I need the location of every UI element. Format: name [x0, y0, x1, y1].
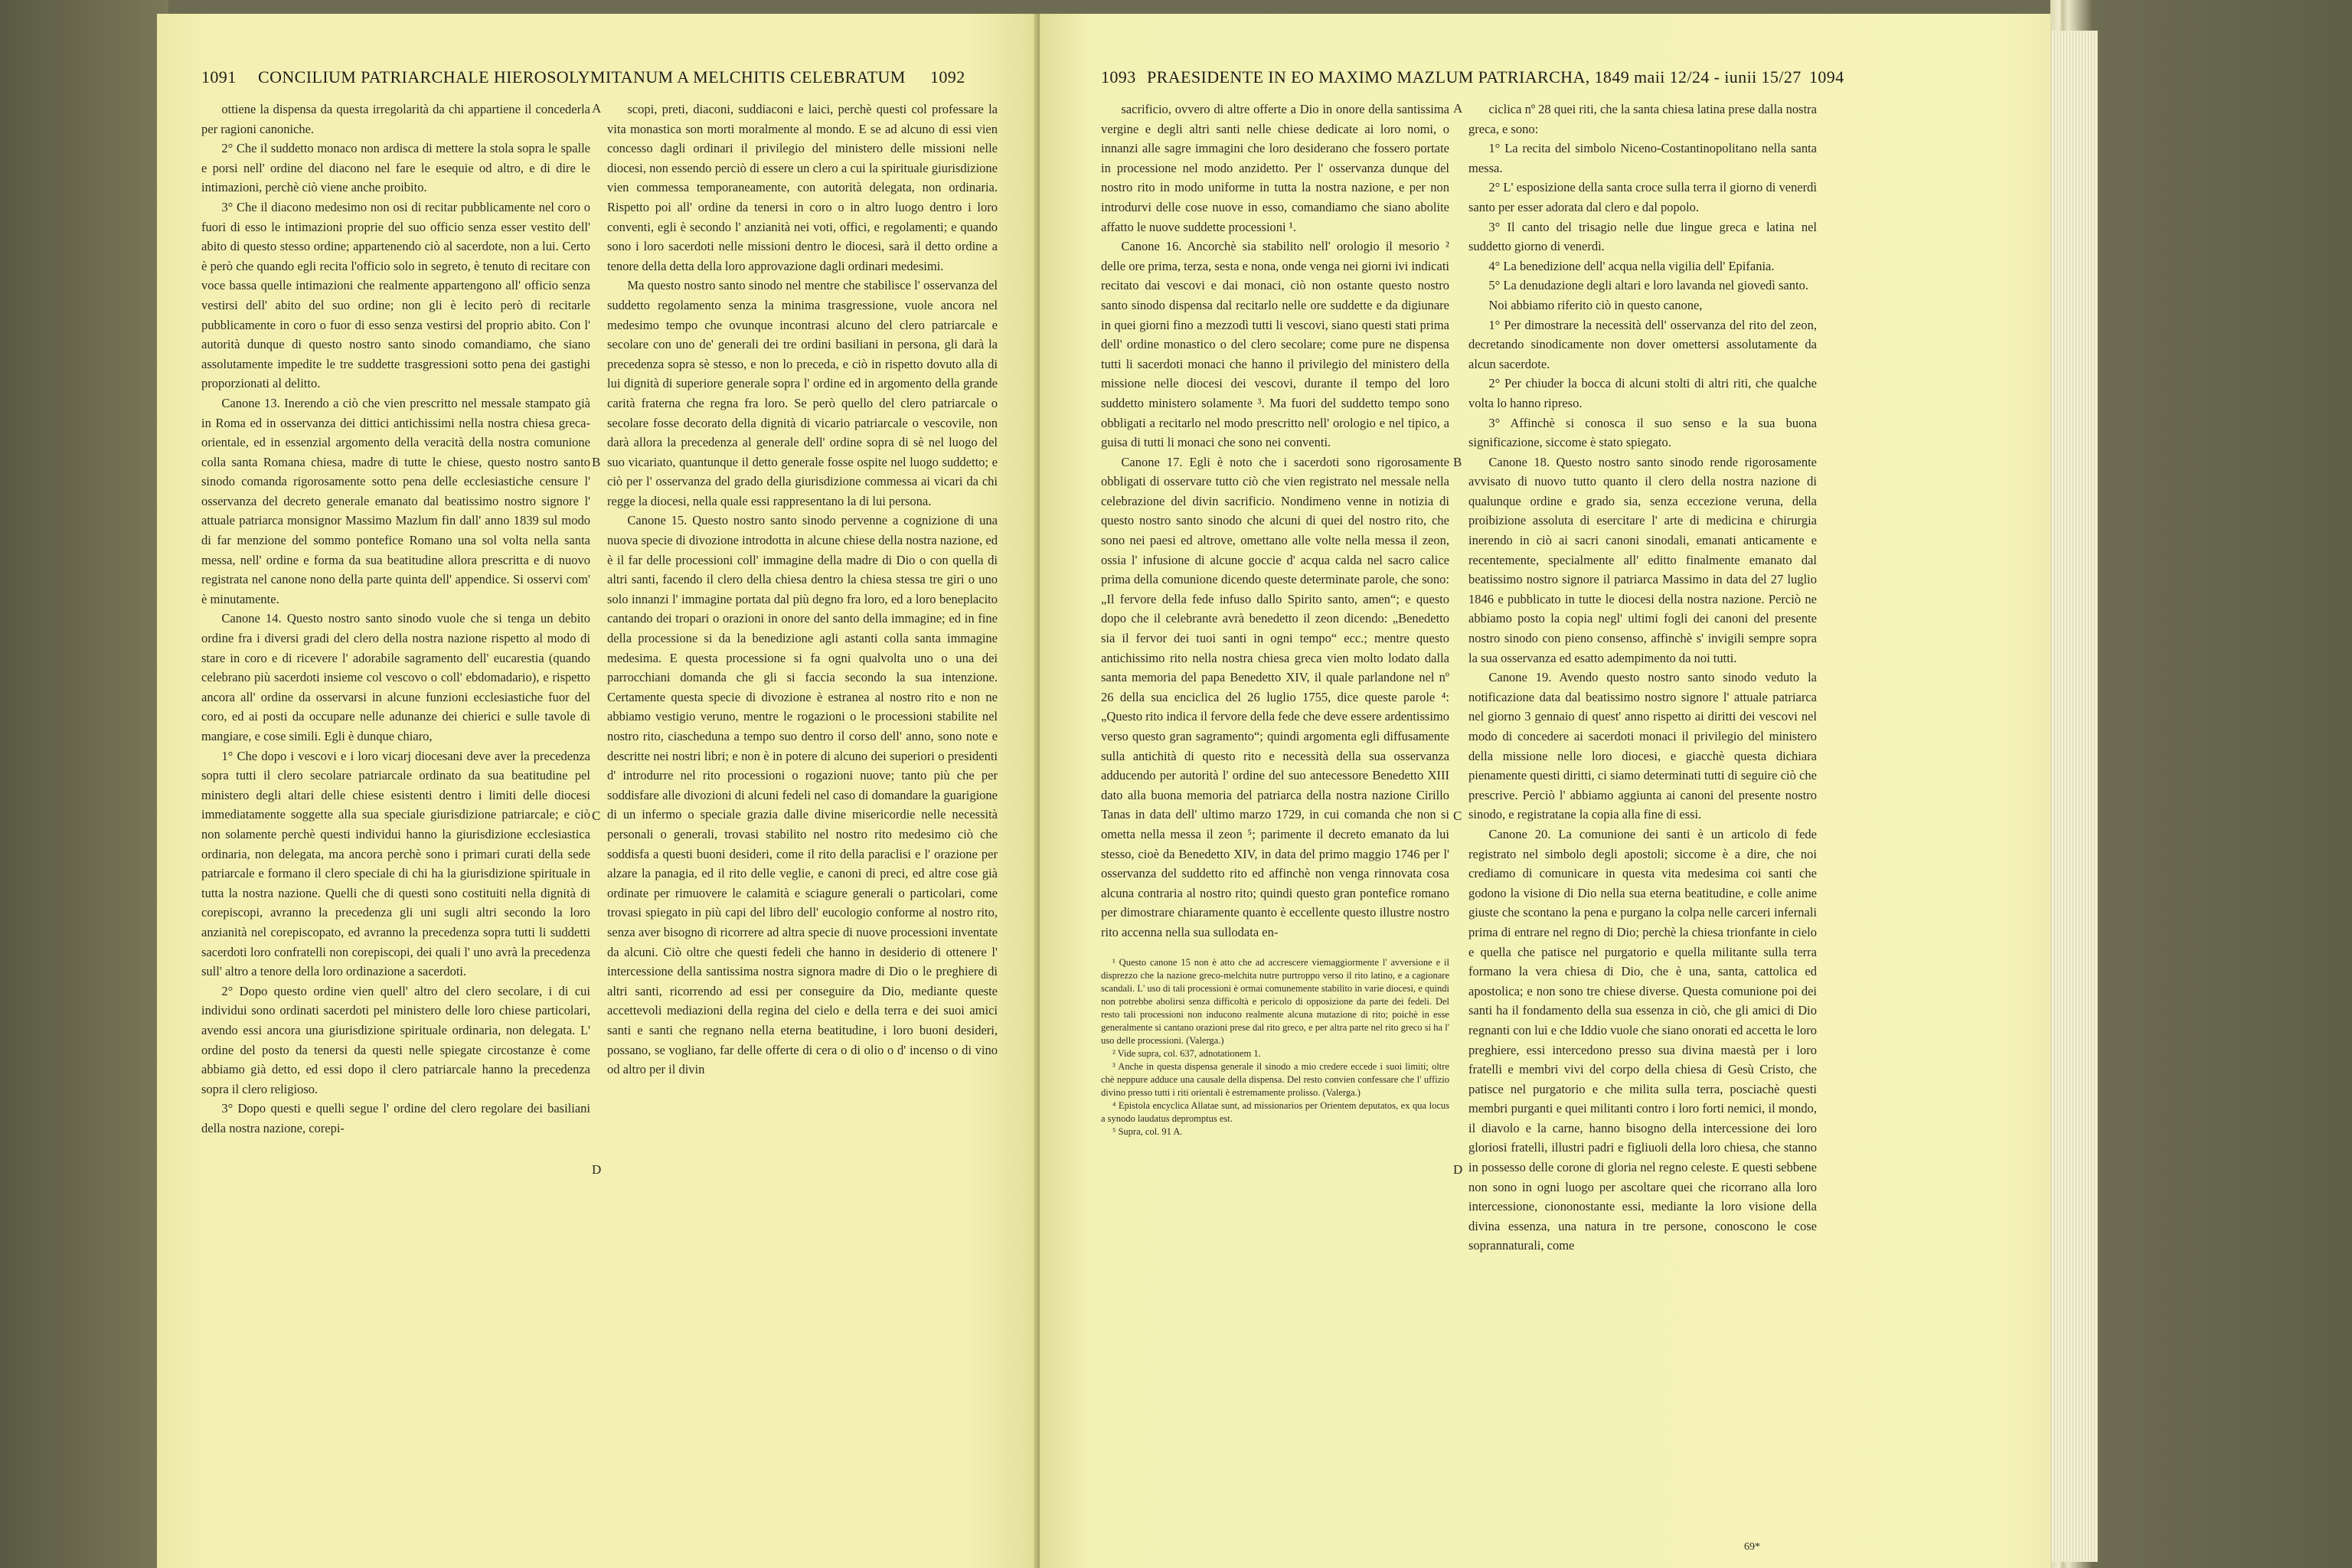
left-page-column-2 — [607, 100, 998, 1554]
signature-mark: 69* — [1744, 1541, 1760, 1553]
right-running-header: PRAESIDENTE IN EO MAXIMO MAZLUM PATRIARCHA, 1849 maii 12/24 - iunii 15/27 — [1147, 67, 1802, 87]
margin-mark-a-right: A — [1453, 101, 1463, 116]
paragraph: Canone 14. Questo nostro santo sinodo vuole che si tenga un debito ordine fra i diversi gradi del clero della nostra nazione rispetto al modo di stare in coro e di ricevere l' adorabile sagramento dell' eucarestia (quando celebrano più sacerdoti insieme col vescovo o coll' ebdomadario), e rispetto ancora all' ordine da osservarsi in alcune funzioni ecclesiastiche fuor del coro, ed ai posti da occupare nelle adunanze dei chierici e sulle tavole di mangiare, e cose simili. Egli è dunque chiaro, — [201, 611, 590, 743]
paragraph: 2° L' esposizione della santa croce sulla terra il giorno di venerdì santo per esser adorata dal clero e dal popolo. — [1468, 180, 1817, 214]
paragraph: Canone 19. Avendo questo nostro santo sinodo veduto la notificazione data dal beatissimo nostro signore l' attuale patriarca nel giorno 3 gennaio di quest' anno rispetto ai diritti dei vescovi nel modo di concedere ai sacerdoti monaci il privilegio del ministero della missione nelle loro diocesi, e giacchè questa dichiara pienamente questi diritti, ci siamo determinati tutti di seguire ciò che prescrive. Perciò l' abbiamo aggiunta ai canoni del presente nostro sinodo, e registratane la copia alla fine di essi. — [1468, 670, 1817, 822]
margin-mark-a: A — [592, 101, 602, 116]
left-running-header: CONCILIUM PATRIARCHALE HIEROSOLYMITANUM A MELCHITIS CELEBRATUM — [258, 67, 906, 87]
page-number-1092: 1092 — [930, 67, 965, 87]
right-column-1-text — [1101, 100, 1449, 942]
page-fore-edge — [2052, 31, 2098, 1562]
footnotes — [1101, 956, 1449, 1138]
paragraph: 3° Affinchè si conosca il suo senso e la sua buona significazione, siccome è stato spiegato. — [1468, 415, 1817, 450]
footnote: ³ Anche in questa dispensa generale il sinodo a mio credere eccede i suoi limiti; oltre chè neppure adduce una causale della dispensa. Del resto convien confessare che l' uffizio divino presso tutti i riti orientali è estremamente prolisso. (Valerga.) — [1101, 1060, 1449, 1098]
left-page-column-1 — [201, 100, 590, 1554]
right-page — [1040, 14, 2050, 1568]
paragraph: Canone 20. La comunione dei santi è un articolo di fede registrato nel simbolo degli apostoli; siccome è a dire, che noi crediamo di comunicare in questa vita medesima coi santi che godono la visione di Dio nella sua eterna beatitudine, e colle anime giuste che scontano la pena e purgano la colpa nelle carceri infernali prima di entrare nel regno di Dio; perchè la chiesa trionfante in cielo e quella che patisce nel purgatorio e quella militante sulla terra formano la vera chiesa di Dio, che è una, santa, cattolica ed apostolica; e non sono tre chiese diverse. Questa comunione poi dei santi ha il fondamento della sua essenza in ciò, che gli amici di Dio regnanti con lui e che Iddio vuole che siano onorati ed accetta le loro preghiere, essi intercedono presso sua divina maestà per i loro fratelli e membri vivi del corpo della chiesa di Gesù Cristo, che patisce nel purgatorio e che milita sulla terra, posciachè questi membri purganti e quei militanti contro i loro forti nemici, il mondo, il diavolo e la carne, hanno bisogno della intercessione dei loro gloriosi fratelli, illustri padri e figliuoli della loro chiesa, che stanno in possesso delle corone di gloria nel regno celeste. E questi sebbene non sono in ogni luogo per ascoltare quei che ricorrano alla loro intercessione, ciononostante essi, mediante la loro visione della divina essenza, una natura in tre persone, conoscono le cose soprannaturali, come — [1468, 826, 1817, 1253]
page-number-1093: 1093 — [1101, 67, 1136, 87]
paragraph: ciclica nº 28 quei riti, che la santa chiesa latina prese dalla nostra greca, e sono: — [1468, 102, 1817, 136]
paragraph: Canone 16. Ancorchè sia stabilito nell' orologio il mesorio ² delle ore prima, terza, sesta e nona, onde venga nei giorni ivi indicati recitato dai vescovi e dai monaci, ciò non ostante questo nostro santo sinodo dispensa dal recitarlo nelle ore suddette e da digiunare in quei giorni fino a mezzodì tutti li vescovi, siano questi stati prima dell' ordine monastico o del clero secolare; come pure ne dispensa tutti li sacerdoti monaci che hanno il privilegio del ministero della missione nelle diocesi dei vescovi, durante il tempo del loro suddetto ministero solamente ³. Ma fuori del suddetto tempo sono obbligati a recitarlo nel modo prescritto nell' orologio e nel tipico, a guisa di tutti li monaci che sono nei conventi. — [1101, 239, 1449, 450]
page-number-1091: 1091 — [201, 67, 237, 87]
paragraph: Ma questo nostro santo sinodo nel mentre che stabilisce l' osservanza del suddetto regolamento senza la minima trasgressione, vuole ancora nel medesimo tempo che ovunque incontrasi alcuno del clero patriarcale e secolare con uno de' generali dei tre ordini basiliani in persona, gli darà la precedenza sopra sè stesso, e non lo preceda, e ciò in rispetto dovuto alla di lui dignità di superiore generale sopra l' ordine ed in argomento della grande carità fraterna che regna fra loro. Se però quello del clero patriarcale o secolare fosse decorato della dignità di vicario patriarcale o vescovile, non darà allora la precedenza al generale dell' ordine sopra di sè nel luogo del suo vicariato, quantunque il detto generale fosse ospite nel luogo suddetto; e ciò per l' osservanza del grado della giurisdizione commessa ai vicari da chi regge la diocesi, nella quale essi rappresentano la di lui persona. — [607, 278, 998, 508]
paragraph: Canone 18. Questo nostro santo sinodo rende rigorosamente avvisato di nuovo tutto quanto il clero della nostra nazione di qualunque ordine e grado sia, senza eccezione veruna, della proibizione assoluta di esercitare l' arte di medicina e chirurgia inerendo in ciò ai sacri canoni sinodali, emanati anticamente e recentemente, specialmente all' editto finalmente emanato dal beatissimo nostro signore il patriarca Massimo in data del 27 luglio 1846 e pubblicato in tutte le diocesi della nostra nazione. Perciò ne abbiamo posto la copia negl' ultimi fogli dei canoni del presente nostro sinodo con pieno consenso, affinchè s' invigili sempre sopra la sua osservanza ed esatto adempimento da noi tutti. — [1468, 454, 1817, 665]
paragraph: ottiene la dispensa da questa irregolarità da chi appartiene il concederla per ragioni canoniche. — [201, 102, 590, 136]
paragraph: 1° Per dimostrare la necessità dell' osservanza del rito del zeon, decretando sinodicamente non dover omettersi assolutamente da alcun sacerdote. — [1468, 317, 1817, 371]
footnote: ² Vide supra, col. 637, adnotationem 1. — [1112, 1047, 1261, 1059]
paragraph: 2° Dopo questo ordine vien quell' altro del clero secolare, i di cui individui sono ordinati sacerdoti pel ministero delle loro chiese particolari, avendo essi ancora una giurisdizione spirituale ordinaria, non delegata. L' ordine del posto da tenersi da questi nelle spiegate circostanze è come abbiamo già detto, ed essi dopo il clero patriarcale hanno la precedenza sopra il clero religioso. — [201, 983, 590, 1096]
paragraph: 3° Il canto del trisagio nelle due lingue greca e latina nel suddetto giorno di venerdì. — [1468, 219, 1817, 254]
paragraph: 5° La denudazione degli altari e loro lavanda nel giovedì santo. — [1488, 278, 1808, 293]
margin-mark-c: C — [592, 808, 601, 823]
paragraph: Noi abbiamo riferito ciò in questo canone, — [1488, 297, 1703, 312]
paragraph: 4° La benedizione dell' acqua nella vigilia dell' Epifania. — [1488, 258, 1775, 273]
footnote: ⁵ Supra, col. 91 A. — [1112, 1125, 1183, 1137]
margin-mark-b: B — [592, 455, 601, 469]
margin-mark-d-right: D — [1453, 1162, 1463, 1177]
page-number-1094: 1094 — [1809, 67, 1844, 87]
left-page — [157, 14, 1037, 1568]
paragraph: 1° Che dopo i vescovi e i loro vicarj diocesani deve aver la precedenza sopra tutti il clero secolare patriarcale ordinato da sua beatitudine pel ministero degli altari delle chiese esistenti dentro i limiti delle diocesi immediatamente soggette alla sua speciale giurisdizione patriarcale; e ciò non solamente perchè questi individui hanno la giurisdizione ecclesiastica ordinaria, non delegata, ma ancora perchè sono i primari curati della sede patriarcale e formano il clero speciale di chi ha la giurisdizione spirituale in tutta la nostra nazione. Quelli che di questi sono costituiti nella dignità di corepiscopi, avranno la precedenza gli uni sugli altri secondo la loro anzianità nel corepiscopato, ed avranno la precedenza sopra tutti li suddetti sacerdoti loro confratelli non corepiscopi, dei quali l' uno avrà la precedenza sull' altro a tenore della loro ordinazione a sacerdoti. — [201, 748, 590, 979]
paragraph: 3° Dopo questi e quelli segue l' ordine del clero regolare dei basiliani della nostra nazione, corepi- — [201, 1101, 590, 1135]
desk-background — [0, 0, 168, 1568]
paragraph: scopi, preti, diaconi, suddiaconi e laici, perchè questi col professare la vita monastica son morti moralmente al mondo. E se ad alcuno di essi vien concesso dagli ordinari il privilegio del ministero delle missioni nelle diocesi, non essendo perciò di essere un clero a cui la spirituale giurisdizione vien commessa temporaneamente, con autorità delegata, non ordinaria. Rispetto poi all' ordine da tenersi in coro o in altro luogo dentro i loro conventi, egli è secondo l' anzianità nei voti, offici, e regolamenti; e quando sono i loro sacerdoti nelle missioni dentro le diocesi, sarà il detto ordine a tenore della detta della loro approvazione dagli ordinari medesimi. — [607, 102, 998, 273]
paragraph: sacrificio, ovvero di altre offerte a Dio in onore della santissima vergine e degli altri santi nelle chiese dedicate ai loro nomi, o innanzi alle sagre immagini che loro desiderano che fossero portate in processione nel modo anzidetto. Per l' osservanza dunque del nostro rito in modo uniforme in tutta la nostra nazione, e per non introdurvi delle cose nuove in esso, comandiamo che siano abolite affatto le nuove suddette processioni ¹. — [1101, 102, 1449, 234]
paragraph: 3° Che il diacono medesimo non osi di recitar pubblicamente nel coro o fuori di esso le intimazioni proprie del suo officio senza esser vestito dell' abito di questo stesso ordine; appartenendo ciò al sacerdote, non a lui. Certo è però che quando egli recita l'officio solo in segreto, è tenuto di recitare con voce bassa quelle intimazioni che realmente appartengono all' officio senza vestirsi dell' abito del suo ordine; non gli è lecito però di recitarle pubblicamente in coro o fuor di esso senza vestirsi del proprio abito. Con l' autorità dunque di questo nostro santo sinodo comandiamo, che siano assolutamente impedite le tre suddette trasgressioni sotto pena dei gastighi proporzionati al delitto. — [201, 199, 590, 391]
paragraph: Canone 13. Inerendo a ciò che vien prescritto nel messale stampato già in Roma ed in osservanza dei dittici antichissimi nella nostra chiesa greca-orientale, ed in essenzial argomento della veracità della nostra comunione colla santa Romana chiesa, madre di tutte le chiese, questo nostro santo sinodo comanda rigorosamente sotto pena delle ecclesiastiche censure l' osservanza del decreto generale emanato dal beatissimo nostro signore l' attuale patriarca monsignor Massimo Mazlum fin dall' anno 1839 sul modo di far menzione del sommo pontefice Romano una sol volta nella santa messa, nell' ordine e forma da sua beatitudine allora prescritta e di nuovo registrata nel canone nono della parte quinta dell' appendice. Si osservi com' è minutamente. — [201, 395, 590, 606]
paragraph: Canone 15. Questo nostro santo sinodo pervenne a cognizione di una nuova specie di divozione introdotta in alcune chiese della nostra nazione, ed è il far delle processioni coll' immagine della madre di Dio o con quella di altri santi, facendo il clero della chiesa dentro la chiesa stessa tre giri o uno solo innanzi l' immagine portata dal più degno fra loro, ed a loro beneplacito cantando dei tropari o orazioni in onore del santo della immagine; ed in fine della processione si da la benedizione agli astanti colla santa immagine medesima. E questa processione si fa ogni qualvolta uno o una dei parrocchiani domanda che gli si faccia secondo la sua intenzione. Certamente questa specie di divozione è estranea al nostro rito e non ne abbiamo vestigio veruno, mentre le rogazioni o le processioni stabilite nel nostro rito, ciascheduna a tempo suo dentro il corso dell' anno, sono note e descritte nei nostri libri; e non è in potere di alcuno dei superiori o presidenti d' introdurre nel rito processioni o rogazioni nuove; tanto più che per soddisfare alle divozioni di alcuni fedeli nel caso di domandare la guarigione di un infermo o speciale grazia dalle divine misericordie nelle necessità personali o generali, trovasi stabilito nel nostro rito medesimo ciò che soddisfa a questi buoni desideri, come il rito della paraclisi e l' orazione per alzare la panagia, ed il rito delle veglie, e canoni di preci, ed altre cose già ordinate per rimuovere le calamità e sciagure generali o particolari, come trovasi spiegato in più capi del libro dell' eucologio conforme al nostro rito, senza aver bisogno di ricorrere ad altra specie di nuove processioni inventate da alcuni. Ciò oltre che questi fedeli che hanno in desiderio di ottenere l' intercessione della santissima nostra signora madre di Dio o le preghiere di altri santi, ricorrendo ad essi per conseguire da Dio, mediante queste accettevoli mediazioni della regina del cielo e della terra e dei suoi amici santi e santi che regnano nella eterna beatitudine, i loro buoni desideri, possano, se vogliano, far delle offerte di cera o di olio o d' incenso o di vino od altro per il divin — [607, 513, 998, 1077]
paragraph: Canone 17. Egli è noto che i sacerdoti sono rigorosamente obbligati di osservare tutto ciò che vien registrato nel messale nella celebrazione del divin sacrificio. Nondimeno venne in notizia di questo nostro santo sinodo che alcuni di quei del nostro rito, che sono nei paesi ed altrove, omettano alle volte nella messa il zeon, ossia l' infusione di alcune goccie d' acqua calda nel sacro calice prima della comunione dicendo queste determinate parole, che sono: „Il fervore della fede infuso dallo Spirito santo, amen“; e questo dopo che il celebrante avrà benedetto il zeon dicendo: „Benedetto sia il fervor dei tuoi santi in ogni tempo“ ecc.; mentre questo antichissimo rito nella nostra chiesa greca vien molto lodato dalla santa memoria del papa Benedetto XIV, il quale parlandone nel nº 26 della sua enciclica del 26 luglio 1755, dice queste parole ⁴: „Questo rito indica il fervore della fede che deve essere ardentissimo verso questo gran sagramento“; quindi argomenta egli diffusamente sulla antichità di questo rito e necessità della sua osservanza adducendo per autorità l' ordine del suo antecessore Benedetto XIII dato alla buona memoria del patriarca della nostra nazione Cirillo Tanas in data dell' ultimo marzo 1729, in cui comanda che non si ometta nella messa il zeon ⁵; parimente il decreto emanato da lui stesso, cioè da Benedetto XIV, in data del primo maggio 1746 per l' osservanza del suddetto rito ed affinchè non venga rinnovata cosa alcuna contraria al nostro rito; quindi questo gran pontefice romano per dimostrare chiaramente quanto è eccellente questo illustre nostro rito accenna nella sua sullodata en- — [1101, 454, 1449, 939]
right-page-column-1 — [1101, 100, 1449, 1554]
footnote: ⁴ Epistola encyclica Allatae sunt, ad missionarios per Orientem deputatos, ex qua locus a synodo laudatus depromptus est. — [1101, 1099, 1449, 1124]
margin-mark-b-right: B — [1453, 455, 1462, 469]
paragraph: 1° La recita del simbolo Niceno-Costantinopolitano nella santa messa. — [1468, 141, 1817, 175]
paragraph: 2° Che il suddetto monaco non ardisca di mettere la stola sopra le spalle e porsi nell' ordine del diacono nel fare le esequie od altro, e di dire le intimazioni, perchè ciò viene anche proibito. — [201, 141, 590, 195]
margin-mark-d: D — [592, 1162, 602, 1177]
right-page-column-2 — [1468, 100, 1817, 1554]
margin-mark-c-right: C — [1453, 808, 1462, 823]
paragraph: 2° Per chiuder la bocca di alcuni stolti di altri riti, che qualche volta lo hanno ripreso. — [1468, 376, 1817, 410]
footnote: ¹ Questo canone 15 non è atto che ad accrescere viemaggiormente l' avversione e il disprezzo che la nazione greco-melchita nutre purtroppo verso il rito latino, e a cagionare scandali. L' uso di tali processioni è ormai comunemente stabilito in varie diocesi, e quindi non potrebbe abolirsi senza difficoltà e pericolo di opposizione da parte dei fedeli. Del resto tali processioni non inducono realmente alcuna mutazione di rito; poichè in esse generalmente si cantano orazioni prese dal rito greco, e per altra parte nel rito greco si ha l' uso delle processioni. (Valerga.) — [1101, 956, 1449, 1046]
